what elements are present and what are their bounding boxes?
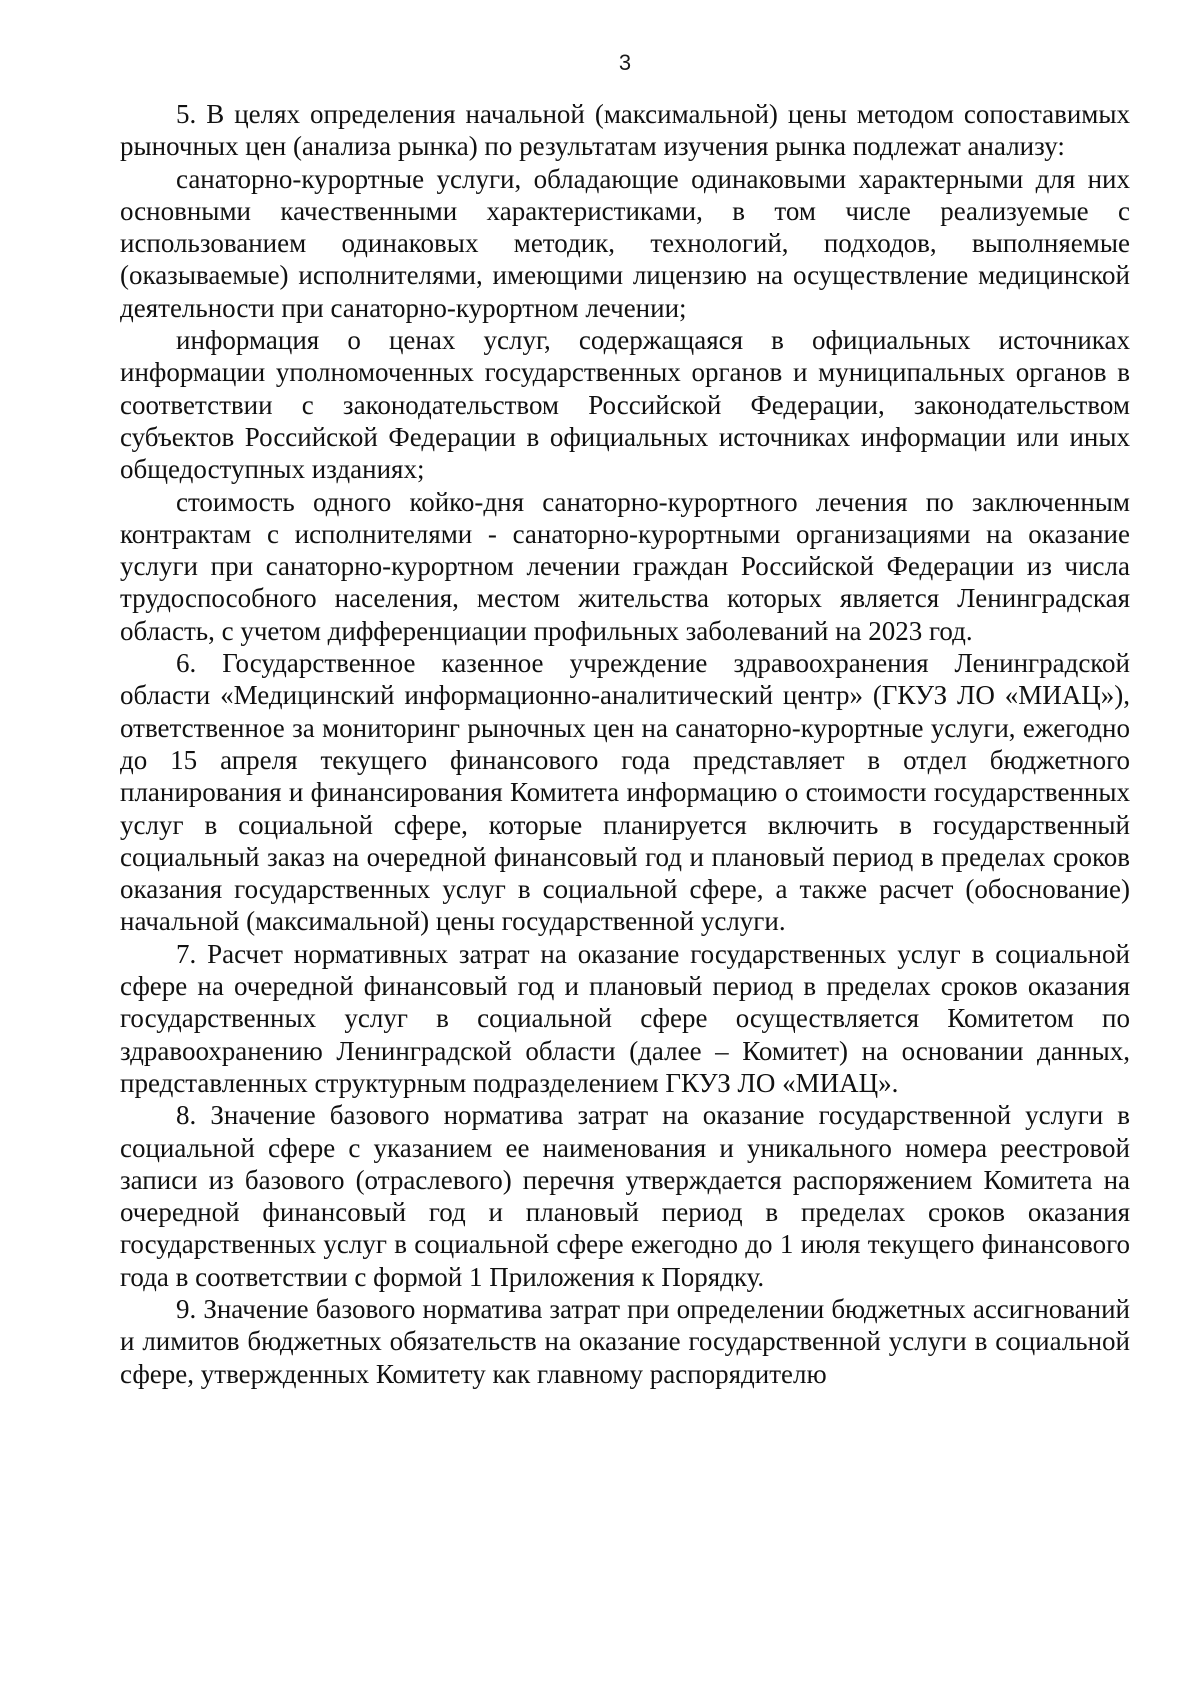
paragraph-6: 6. Государственное казенное учреждение здравоохранения Ленинградской области «Медицинский информационно-аналитический центр» (ГКУЗ ЛО «МИАЦ»), ответственное за мониторинг рыночных цен на санаторно-курортные услуги, ежегодно до 15 апреля текущего финансового года представляет в отдел бюджетного планирования и финансирования Комитета информацию о стоимости государственных услуг в социальной сфере, которые планируется включить в государственный социальный заказ на очередной финансовый год и плановый период в пределах сроков оказания государственных услуг в социальной сфере, а также расчет (обоснование) начальной (максимальной) цены государственной услуги. [120,648,1130,937]
paragraph-5-intro: 5. В целях определения начальной (максимальной) цены методом сопоставимых рыночных цен (анализа рынка) по результатам изучения рынка подлежат анализу: [120,99,1130,162]
paragraph-5-item-price-info: информация о ценах услуг, содержащаяся в официальных источниках информации уполномоченных государственных органов и муниципальных органов в соответствии с законодательством Российской Федерации, законодательством субъектов Российской Федерации в официальных источниках информации или иных общедоступных изданиях; [120,325,1130,485]
paragraph-7: 7. Расчет нормативных затрат на оказание государственных услуг в социальной сфере на очередной финансовый год и плановый период в пределах сроков оказания государственных услуг в социальной сфере осуществляется Комитетом по здравоохранению Ленинградской области (далее – Комитет) на основании данных, представленных структурным подразделением ГКУЗ ЛО «МИАЦ». [120,938,1130,1098]
paragraph-9: 9. Значение базового норматива затрат при определении бюджетных ассигнований и лимитов бюджетных обязательств на оказание государственной услуги в социальной сфере, утвержденных Комитету как главному распорядителю [120,1293,1130,1389]
paragraph-8: 8. Значение базового норматива затрат на оказание государственной услуги в социальной сфере с указанием ее наименования и уникального номера реестровой записи из базового (отраслевого) перечня утверждается распоряжением Комитета на очередной финансовый год и плановый период в пределах сроков оказания государственных услуг в социальной сфере ежегодно до 1 июля текущего финансового года в соответствии с формой 1 Приложения к Порядку. [120,1100,1130,1292]
paragraph-5-item-bed-day-cost: стоимость одного койко-дня санаторно-курортного лечения по заключенным контрактам с исполнителями - санаторно-курортными организациями на оказание услуги при санаторно-курортном лечении граждан Российской Федерации из числа трудоспособного населения, местом жительства которых является Ленинградская область, с учетом дифференциации профильных заболеваний на 2023 год. [120,486,1130,646]
document-body [120,98,1130,1390]
page-number: 3 [618,50,632,75]
paragraph-5-item-services: санаторно-курортные услуги, обладающие одинаковыми характерными для них основными качественными характеристиками, в том числе реализуемые с использованием одинаковых методик, технологий, подходов, выполняемые (оказываемые) исполнителями, имеющими лицензию на осуществление медицинской деятельности при санаторно-курортном лечении; [120,163,1130,323]
